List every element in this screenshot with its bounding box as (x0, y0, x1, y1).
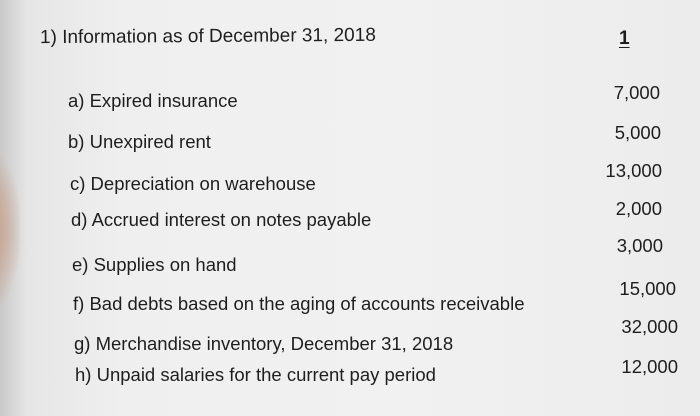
list-item (0, 122, 700, 155)
item-value: 5,000 (614, 122, 661, 143)
item-label: b) Unexpired rent (68, 131, 211, 152)
item-label: a) Expired insurance (68, 90, 238, 111)
item-value: 2,000 (615, 198, 662, 219)
list-item (0, 198, 700, 235)
list-item (0, 356, 700, 385)
item-label: h) Unpaid salaries for the current pay period (75, 364, 436, 385)
list-item (0, 278, 700, 314)
item-value: 12,000 (621, 356, 678, 377)
list-item (0, 316, 700, 354)
item-value: 13,000 (605, 160, 662, 181)
item-label: g) Merchandise inventory, December 31, 2018 (74, 333, 454, 354)
item-label: d) Accrued interest on notes payable (71, 209, 372, 230)
list-item (0, 82, 700, 114)
column-header: 1 (619, 28, 630, 49)
problem-heading: 1) Information as of December 31, 2018 (39, 24, 376, 49)
item-label: f) Bad debts based on the aging of accounts receivable (73, 293, 525, 314)
item-value: 15,000 (619, 278, 676, 299)
item-value: 7,000 (613, 82, 660, 103)
item-label: c) Depreciation on warehouse (70, 173, 316, 194)
list-item (0, 235, 700, 278)
item-value: 3,000 (616, 235, 663, 256)
item-value: 32,000 (621, 316, 678, 337)
list-item (0, 160, 700, 197)
item-label: e) Supplies on hand (72, 254, 237, 275)
